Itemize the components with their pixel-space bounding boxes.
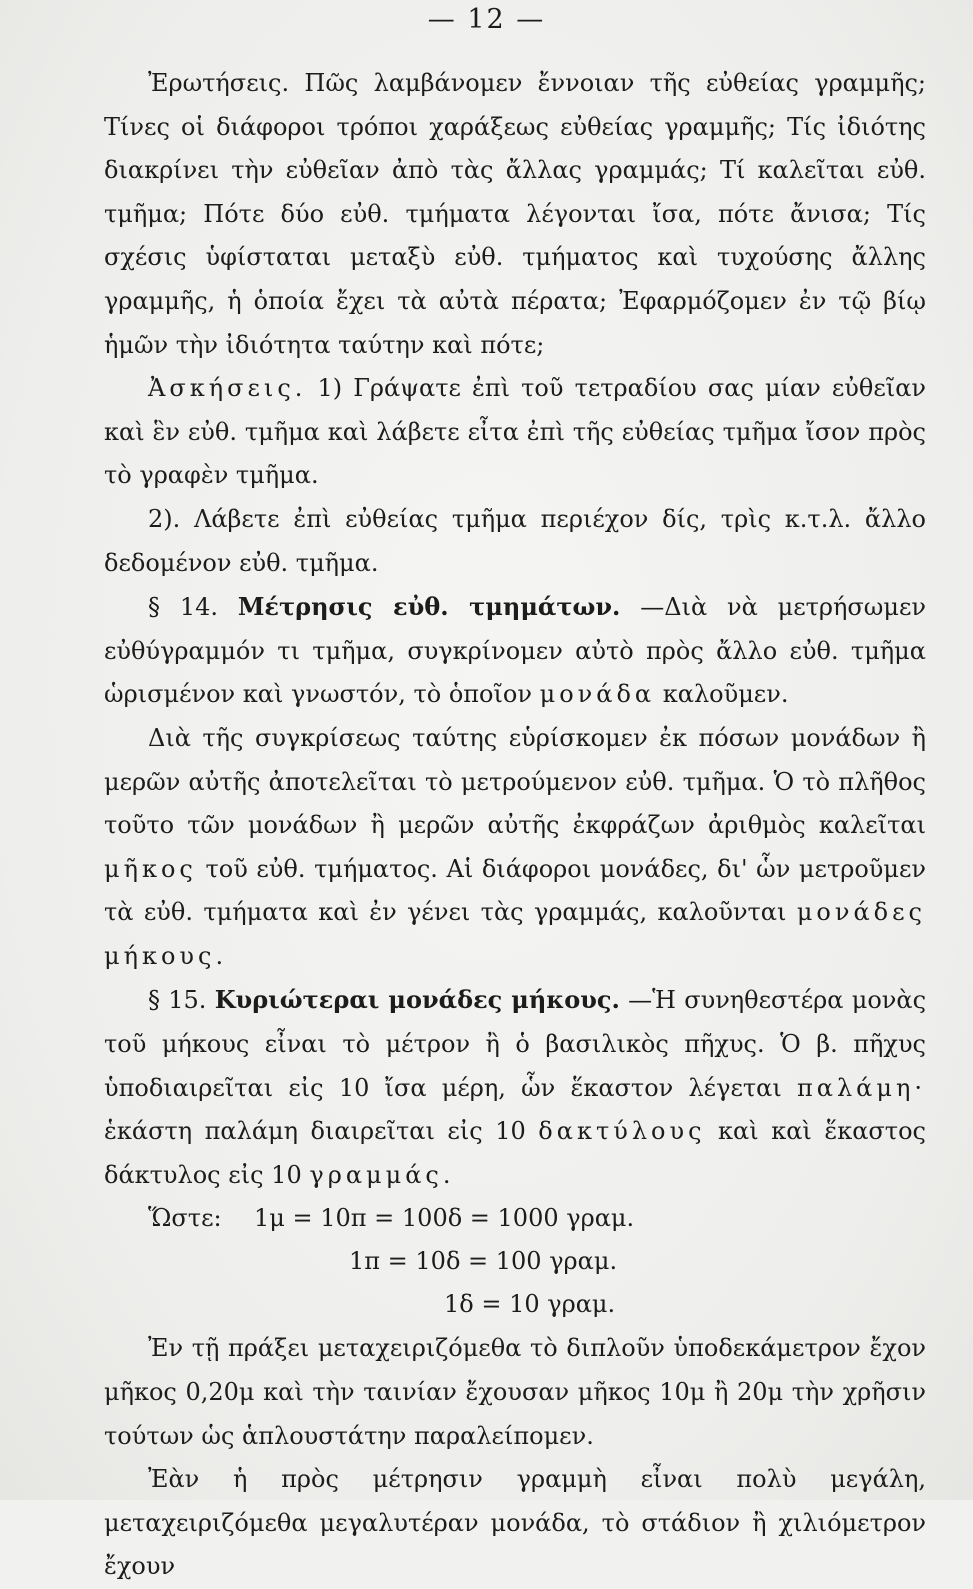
section-14-p2-text: Διὰ τῆς συγκρίσεως ταύτης εὑρίσκομεν ἐκ πόσων μονάδων ἢ μερῶν αὐτῆς ἀποτελεῖται τὸ μετρούμενον εὐθ. τμῆμα. Ὁ τὸ πλῆθος τοῦτο τῶν μονάδων ἢ μερῶν αὐτῆς ἐκφράζων ἀριθμὸς καλεῖται xyxy=(104,723,926,840)
section-14-text: —Διὰ νὰ μετρήσωμεν εὐθύγραμμόν τι τμῆμα, συγκρίνομεν αὐτὸ πρὸς ἄλλο εὐθ. τμῆμα ὡρισμένον καὶ γνωστόν, τὸ ὁποῖον xyxy=(104,593,926,709)
palm-term: παλάμη· xyxy=(796,1073,926,1102)
questions-label: Ἐρωτήσεις. xyxy=(148,69,290,97)
units-term: μονάδες μήκους. xyxy=(104,898,926,970)
formula-row-2: 1π = 10δ = 100 γραμ. xyxy=(349,1247,618,1276)
section-15 xyxy=(104,978,926,1197)
length-term: μῆκος xyxy=(104,854,197,883)
section-14-paragraph-2 xyxy=(104,717,926,979)
formula-row-1: 1μ = 10π = 100δ = 1000 γραμ. xyxy=(254,1204,635,1233)
practice-paragraph: Ἐν τῇ πράξει μεταχειριζόμεθα τὸ διπλοῦν ὑποδεκάμετρον ἔχον μῆκος 0,20μ καὶ τὴν ταινίαν ἔχουσαν μῆκος 10μ ἢ 20μ τὴν χρῆσιν τούτων ὡς ἁπλουστάτην παραλείπομεν. xyxy=(104,1334,926,1450)
section-14-title: Μέτρησις εὐθ. τμημάτων. xyxy=(237,592,621,622)
section-15-text-b: ἑκάστη παλάμη διαιρεῖται εἰς 10 xyxy=(104,1117,526,1146)
formula-lead: Ὥστε: xyxy=(148,1204,222,1233)
questions-paragraph xyxy=(104,62,926,367)
large-line-paragraph: Ἐὰν ἡ πρὸς μέτρησιν γραμμὴ εἶναι πολὺ μεγάλη, μεταχειριζόμεθα μεγαλυτέραν μονάδα, τὸ στάδιον ἢ χιλιόμετρον ἔχουν xyxy=(104,1465,926,1581)
exercises-label: Ἀσκήσεις. xyxy=(148,374,307,403)
section-15-text-c: καὶ καὶ ἕκαστος δάκτυλος εἰς 10 xyxy=(104,1117,926,1189)
finger-term: δακτύλους xyxy=(538,1117,706,1146)
section-15-number: § 15. xyxy=(148,986,207,1015)
section-14 xyxy=(104,585,926,717)
section-15-title: Κυριώτεραι μονάδες μήκους. xyxy=(214,985,620,1015)
unit-term: μονάδα xyxy=(539,680,656,709)
section-15-text: —Ἡ συνηθεστέρα μονὰς τοῦ μήκους εἶναι τὸ μέτρον ἢ ὁ βασιλικὸς πῆχυς. Ὁ β. πῆχυς ὑποδιαιρεῖται εἰς 10 ἴσα μέρη, ὧν ἕκαστον λέγεται xyxy=(104,986,927,1102)
page-number: — 12 — xyxy=(427,4,546,35)
exercise-1-text: 1) Γράψατε ἐπὶ τοῦ τετραδίου σας μίαν εὐθεῖαν καὶ ἓν εὐθ. τμῆμα καὶ λάβετε εἶτα ἐπὶ τῆς εὐθείας τμῆμα ἴσον πρὸς τὸ γραφὲν τμῆμα. xyxy=(104,374,926,490)
formula-row-3: 1δ = 10 γραμ. xyxy=(444,1290,616,1319)
exercise-2: 2). Λάβετε ἐπὶ εὐθείας τμῆμα περιέχον δίς, τρὶς κ.τ.λ. ἄλλο δεδομένον εὐθ. τμῆμα. xyxy=(104,504,926,577)
unit-conversion-formula xyxy=(104,1197,926,1327)
questions-text: Πῶς λαμβάνομεν ἔννοιαν τῆς εὐθείας γραμμῆς; Τίνες οἱ διάφοροι τρόποι χαράξεως εὐθείας γραμμῆς; Τίς ἰδιότης διακρίνει τὴν εὐθεῖαν ἀπὸ τὰς ἄλλας γραμμάς; Τί καλεῖται εὐθ. τμῆμα; Πότε δύο εὐθ. τμήματα λέγονται ἴσα, πότε ἄνισα; Τίς σχέσις ὑφίσταται μεταξὺ εὐθ. τμήματος καὶ τυχούσης ἄλλης γραμμῆς, ἡ ὁποία ἔχει τὰ αὐτὰ πέρατα; Ἐφαρμόζομεν ἐν τῷ βίῳ ἡμῶν τὴν ἰδιότητα ταύτην καὶ πότε; xyxy=(104,69,926,359)
section-14-p2-text-b: τοῦ εὐθ. τμήματος. Αἱ διάφοροι μονάδες, δι' ὧν μετροῦμεν τὰ εὐθ. τμήματα καὶ ἐν γένει τὰς γραμμάς, καλοῦνται xyxy=(104,854,926,927)
section-14-number: § 14. xyxy=(148,593,218,622)
line-term: γραμμάς. xyxy=(309,1160,455,1189)
exercise-1 xyxy=(104,367,926,498)
body-text xyxy=(104,62,926,1589)
section-14-text-end: καλοῦμεν. xyxy=(662,680,789,709)
